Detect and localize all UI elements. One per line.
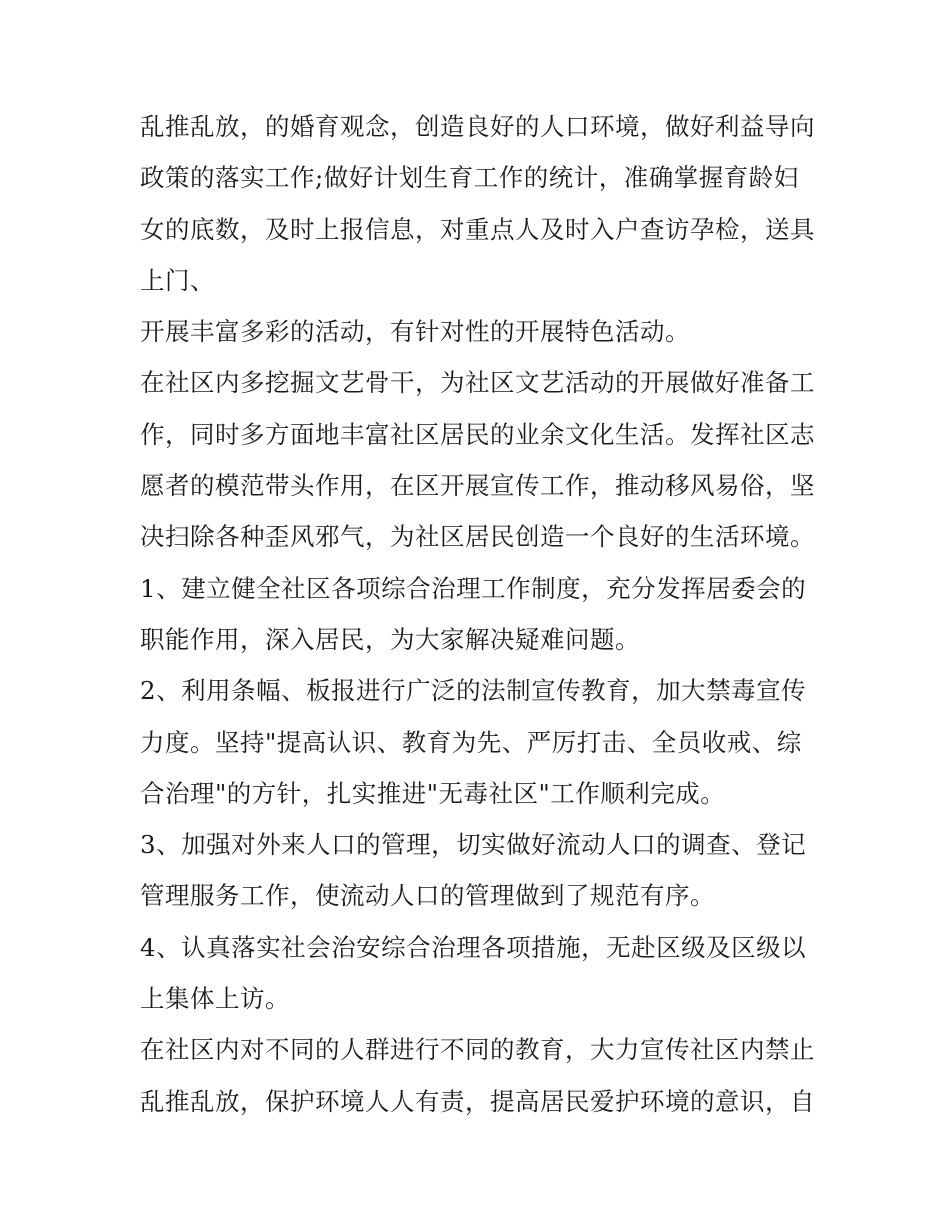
text-line: 力度。坚持"提高认识、教育为先、严厉打击、全员收戒、综 [140,727,802,757]
text-line: 上门、 [140,265,215,295]
text-line: 作，同时多方面地丰富社区居民的业余文化生活。发挥社区志 [140,419,815,449]
document-body [140,101,830,1127]
text-line: 职能作用，深入居民，为大家解决疑难问题。 [140,624,640,654]
text-line: 乱推乱放，的婚育观念，创造良好的人口环境，做好利益导向 [140,112,815,141]
text-line: 决扫除各种歪风邪气，为社区居民创造一个良好的生活环境。 [140,522,815,552]
text-line: 在社区内多挖掘文艺骨干，为社区文艺活动的开展做好准备工 [140,368,815,398]
text-line: 开展丰富多彩的活动，有针对性的开展特色活动。 [140,317,690,347]
text-line: 3、加强对外来人口的管理，切实做好流动人口的调查、登记 [140,830,807,860]
text-line: 愿者的模范带头作用，在区开展宣传工作，推动移风易俗，坚 [140,471,815,501]
text-line: 上集体上访。 [140,984,290,1014]
text-line: 乱推乱放，保护环境人人有责，提高居民爱护环境的意识，自 [140,1086,815,1116]
text-line: 政策的落实工作;做好计划生育工作的统计，准确掌握育龄妇 [140,163,799,193]
text-line: 2、利用条幅、板报进行广泛的法制宣传教育，加大禁毒宣传 [140,676,807,706]
text-line: 4、认真落实社会治安综合治理各项措施，无赴区级及区级以 [140,932,807,962]
text-line: 在社区内对不同的人群进行不同的教育，大力宣传社区内禁止 [140,1035,815,1065]
text-line: 1、建立健全社区各项综合治理工作制度，充分发挥居委会的 [140,573,807,603]
text-line: 管理服务工作，使流动人口的管理做到了规范有序。 [140,881,715,911]
text-line: 女的底数，及时上报信息，对重点人及时入户查访孕检，送具 [140,214,815,244]
text-line: 合治理"的方针，扎实推进"无毒社区"工作顺利完成。 [140,778,726,808]
